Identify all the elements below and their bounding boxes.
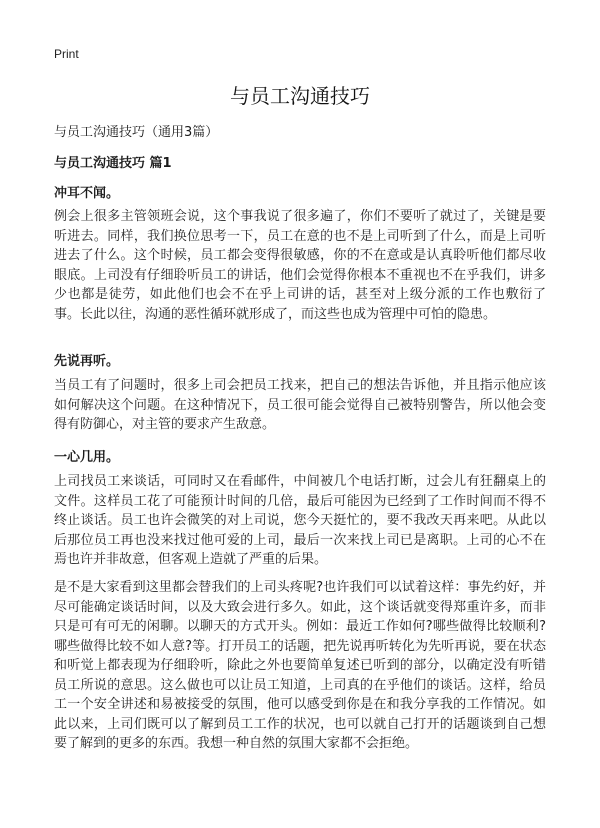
page-title: 与员工沟通技巧 — [230, 84, 370, 108]
section-heading-1: 冲耳不闻。 — [54, 186, 120, 201]
print-label: Print — [54, 47, 79, 61]
section-paragraph-1: 例会上很多主管领班会说，这个事我说了很多遍了，你们不要听了就过了，关键是要听进去。同样，我们换位思考一下，员工在意的也不是上司听到了什么，而是上司听进去了什么。这个时候，员工都会变得很敏感，你的不在意或是认真聆听他们都尽收眼底。上司没有仔细聆听员工的讲话，他们会觉得你根本不重视也不在乎我们，讲多少也都是徒劳，如此他们也会不在乎上司讲的话，甚至对上级分派的工作也敷衍了事。长此以往，沟通的恶性循环就形成了，而这些也成为管理中可怕的隐患。 — [54, 209, 546, 322]
document-subtitle: 与员工沟通技巧（通用3篇） — [54, 125, 219, 140]
section-paragraph-2: 当员工有了问题时，很多上司会把员工找来，把自己的想法告诉他，并且指示他应该如何解决这个问题。在这种情况下，员工很可能会觉得自己被特别警告，所以他会变得有防御心，对主管的要求产生敌意。 — [54, 378, 546, 432]
part-heading: 与员工沟通技巧 篇1 — [54, 156, 172, 171]
section-heading-3: 一心几用。 — [54, 450, 120, 465]
section-heading-2: 先说再听。 — [54, 354, 120, 369]
closing-paragraph: 是不是大家看到这里都会替我们的上司头疼呢?也许我们可以试着这样：事先约好，并尽可能确定谈话时间，以及大致会进行多久。如此，这个谈话就变得郑重许多，而非只是可有可无的闲聊。以聊天的方式开头。例如：最近工作如何?哪些做得比较顺利?哪些做得比较不如人意?等。打开员工的话题，把先说再听转化为先听再说，要在状态和听觉上都表现为仔细聆听，除此之外也要简单复述已听到的部分，以确定没有听错员工所说的意思。这么做也可以让员工知道，上司真的在乎他们的谈话。这样，给员工一个安全讲述和易被接受的氛围，他可以感受到你是在和我分享我的工作情况。如此以来，上司们既可以了解到员工工作的状况，也可以就自己打开的话题谈到自己想要了解到的更多的东西。我想一种自然的氛围大家都不会拒绝。 — [54, 580, 546, 751]
section-paragraph-3: 上司找员工来谈话，可同时又在看邮件，中间被几个电话打断，过会儿有狂翻桌上的文件。这样员工花了可能预计时间的几倍，最后可能因为已经到了工作时间而不得不终止谈话。员工也许会微笑的对上司说，您今天挺忙的，要不我改天再来吧。从此以后那位员工再也没来找过他可爱的上司，最后一次来找上司已是离职。上司的心不在焉也许并非故意，但客观上造就了严重的后果。 — [54, 474, 546, 567]
